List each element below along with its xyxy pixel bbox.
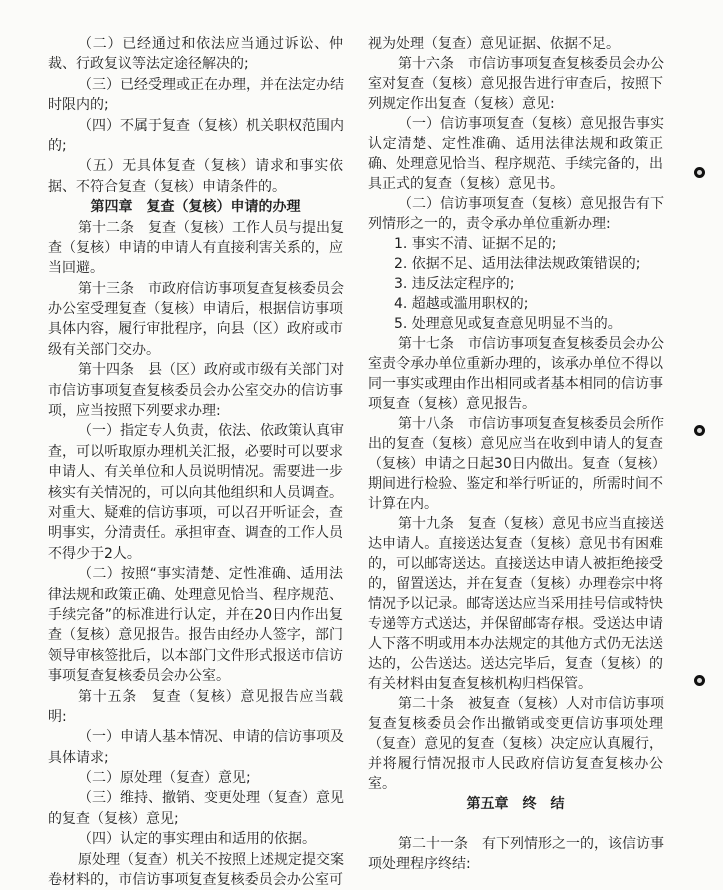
binder-hole-icon: [694, 167, 705, 178]
text-line: 列规定作出复查（复核）意见:: [368, 96, 555, 112]
text-line: 查（复核）申请的申请人有直接利害关系的，应: [48, 239, 343, 256]
text-line: 项处理程序终结:: [368, 856, 471, 872]
text-line: 据、不符合复查（复核）申请条件的。: [48, 178, 286, 195]
chapter-heading: 第五章 终 结: [466, 796, 565, 812]
text-line: 级有关部门交办。: [48, 341, 160, 358]
text-line: 裁、行政复议等法定途径解决的;: [48, 56, 249, 73]
text-line: 第二十条 被复查（复核）人对市信访事项: [398, 696, 664, 712]
binder-hole-icon: [694, 425, 705, 436]
text-line: 当回避。: [48, 260, 104, 277]
text-line: 的，留置送达，并在复查（复核）办理卷宗中将: [368, 576, 663, 592]
text-line: 办公室受理复查（复核）申请后，根据信访事项: [48, 301, 343, 318]
list-item: 5. 处理意见或复查意见明显不当的。: [394, 316, 622, 332]
text-line: 计算在内。: [368, 496, 438, 512]
list-item: 3. 违反法定程序的;: [394, 276, 515, 292]
text-line: 达申请人。直接送达复查（复核）意见书有困难: [368, 536, 663, 552]
text-line: 具体请求;: [48, 749, 109, 766]
text-line: （一）申请人基本情况、申请的信访事项及: [78, 729, 344, 746]
text-line: （二）信访事项复查（复核）意见报告有下: [398, 196, 664, 212]
left-column: [48, 34, 343, 890]
text-line: 项，应当按照下列要求办理:: [48, 403, 221, 420]
text-line: （五）无具体复查（复核）请求和事实依: [78, 158, 343, 175]
right-column: [368, 34, 666, 874]
list-item: 2. 依据不足、适用法律法规政策错误的;: [394, 256, 641, 272]
text-line: 项复查（复核）意见报告。: [368, 396, 536, 412]
text-line: 市信访事项复查复核委员会办公室交办的信访事: [48, 382, 343, 399]
text-line: 人下落不明或用本办法规定的其他方式仍无法送: [368, 636, 663, 652]
chapter-heading: 第四章 复查（复核）申请的办理: [90, 199, 301, 216]
text-line: （一）信访事项复查（复核）意见报告事实: [398, 116, 664, 132]
text-line: 室责令承办单位重新办理的，该承办单位不得以: [368, 356, 663, 372]
text-line: 查，可以听取原办理机关汇报，必要时可以要求: [48, 443, 343, 460]
text-line: 的;: [48, 137, 67, 154]
text-line: 第十三条 市政府信访事项复查复核委员会: [78, 280, 344, 297]
text-line: 第二十一条 有下列情形之一的，该信访事: [398, 836, 664, 852]
text-line: 确、处理意见恰当、程序规范、手续完备的，出: [368, 156, 663, 172]
text-line: 事项复查复核委员会办公室。: [48, 668, 230, 685]
text-line: 第十六条 市信访事项复查复核委员会办公: [398, 56, 664, 72]
text-line: 第十五条 复查（复核）意见报告应当载: [78, 688, 343, 705]
text-line: （二）已经通过和依法应当通过诉讼、仲: [78, 36, 343, 52]
text-line: 申请人、有关单位和人员说明情况。需要进一步: [48, 464, 343, 481]
text-line: 对重大、疑难的信访事项，可以召开听证会，查: [48, 504, 343, 521]
text-line: 时限内的;: [48, 97, 109, 114]
text-line: 的，可以邮寄送达。直接送达申请人被拒绝接受: [368, 556, 663, 572]
text-line: 达的，公告送达。送达完毕后，复查（复核）的: [368, 656, 663, 672]
text-line: 的复查（复核）意见;: [48, 810, 179, 827]
list-item: 4. 超越或滥用职权的;: [394, 296, 529, 312]
text-line: 并将履行情况报市人民政府信访复查复核办公: [368, 756, 663, 772]
list-item: 1. 事实不清、证据不足的;: [394, 236, 557, 252]
text-line: （四）不属于复查（复核）机关职权范围内: [78, 117, 344, 134]
text-line: 认定清楚、定性准确、适用法律法规和政策正: [368, 136, 663, 152]
text-line: 卷材料的，市信访事项复查复核委员会办公室可: [48, 872, 343, 889]
text-line: 列情形之一的，责令承办单位重新办理:: [368, 216, 611, 232]
text-line: 手续完备”的标准进行认定，并在20日内作出复: [48, 606, 343, 623]
binder-hole-icon: [694, 675, 705, 686]
text-line: 出的复查（复核）意见应当在收到申请人的复查: [368, 436, 663, 452]
text-line: 第十四条 县（区）政府或市级有关部门对: [78, 362, 344, 379]
text-line: （三）维持、撤销、变更处理（复查）意见: [78, 790, 344, 807]
text-line: 期间进行检验、鉴定和举行听证的，所需时间不: [368, 476, 663, 492]
text-line: 视为处理（复查）意见证据、依据不足。: [368, 36, 620, 52]
text-line: 明事实，分清责任。承担审查、调查的工作人员: [48, 525, 343, 542]
text-line: 室对复查（复核）意见报告进行审查后，按照下: [368, 76, 663, 92]
text-line: 查（复核）意见报告。报告由经办人签字，部门: [48, 627, 343, 644]
text-line: 室。: [368, 776, 396, 792]
text-line: 领导审核签批后，以本部门文件形式报送市信访: [48, 647, 343, 664]
text-line: 明:: [48, 708, 67, 725]
text-line: 第十九条 复查（复核）意见书应当直接送: [398, 516, 664, 532]
text-line: 原处理（复查）机关不按照上述规定提交案: [78, 851, 344, 868]
spacer: [368, 814, 663, 834]
text-line: （四）认定的事实理由和适用的依据。: [78, 831, 316, 848]
text-line: 第十八条 市信访事项复查复核委员会所作: [398, 416, 664, 432]
text-line: 第十二条 复查（复核）工作人员与提出复: [78, 219, 344, 236]
text-line: 核实有关情况的，可以向其他组织和人员调查。: [48, 484, 343, 501]
text-line: 律法规和政策正确、处理意见恰当、程序规范、: [48, 586, 343, 603]
text-line: 具正式的复查（复核）意见书。: [368, 176, 564, 192]
text-line: （复查）意见的复查（复核）决定应认真履行，: [368, 736, 663, 752]
text-line: 具体内容，履行审批程序，向县（区）政府或市: [48, 321, 343, 338]
text-line: 第十七条 市信访事项复查复核委员会办公: [398, 336, 664, 352]
text-line: （二）原处理（复查）意见;: [78, 770, 251, 787]
text-line: 情况予以记录。邮寄送达应当采用挂号信或特快: [368, 596, 663, 612]
text-line: 不得少于2人。: [48, 545, 141, 562]
text-line: （一）指定专人负责，依法、依政策认真审: [78, 423, 344, 440]
text-line: （二）按照“事实清楚、定性准确、适用法: [78, 566, 343, 583]
text-line: 同一事实或理由作出相同或者基本相同的信访事: [368, 376, 663, 392]
text-line: 专递等方式送达，并保留邮寄存根。受送达申请: [368, 616, 663, 632]
text-line: 复查复核委员会作出撤销或变更信访事项处理: [368, 716, 663, 732]
text-line: 有关材料由复查复核机构归档保管。: [368, 676, 592, 692]
text-line: （三）已经受理或正在办理，并在法定办结: [78, 76, 344, 93]
text-line: （复核）申请之日起30日内做出。复查（复核）: [368, 456, 666, 472]
